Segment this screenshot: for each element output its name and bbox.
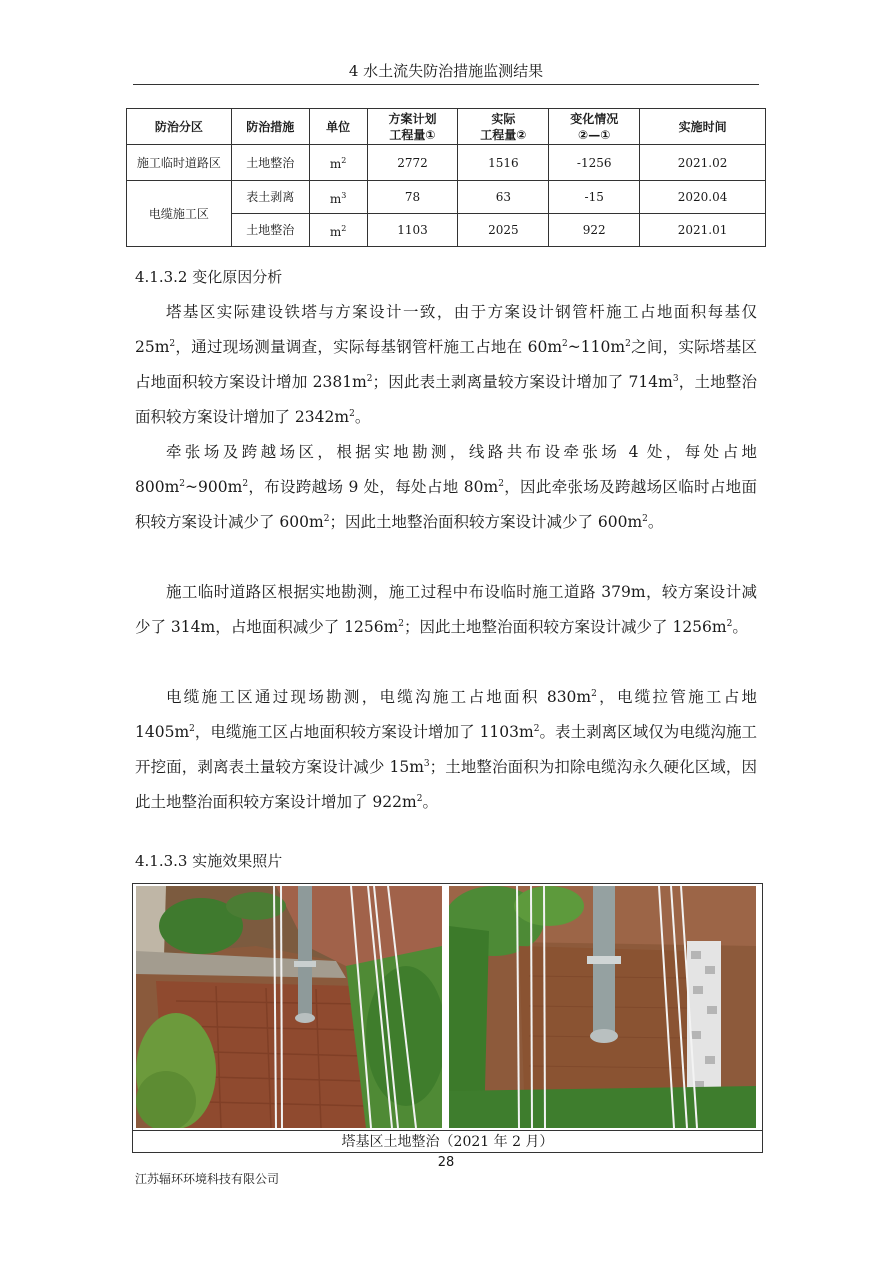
col-header-change-line1: 变化情况 xyxy=(570,111,619,126)
section-heading-photos: 4.1.3.3 实施效果照片 xyxy=(135,852,283,870)
table-header-row xyxy=(127,109,766,145)
cell-actual: 1516 xyxy=(458,145,549,181)
photo-right-tower-base xyxy=(449,886,756,1128)
cell-actual: 63 xyxy=(458,181,549,214)
cell-actual: 2025 xyxy=(458,214,549,247)
col-header-change-line2: ②—① xyxy=(578,127,611,142)
table-row xyxy=(127,181,766,214)
photo-left-tower-site xyxy=(136,886,442,1128)
col-header-area: 防治分区 xyxy=(127,109,232,145)
paragraph-temporary-road: 施工临时道路区根据实地勘测，施工过程中布设临时施工道路 379m，较方案设计减少了 314m，占地面积减少了 $1256m^2$；因此土地整治面积较方案设计减少了 $1256m^2$。 xyxy=(135,583,757,636)
page-number: 28 xyxy=(437,1155,455,1170)
col-header-measure: 防治措施 xyxy=(231,109,309,145)
header-divider xyxy=(133,84,759,85)
table-row xyxy=(127,145,766,181)
cell-planned: 1103 xyxy=(367,214,458,247)
col-header-planned-line1: 方案计划 xyxy=(388,111,437,126)
col-header-actual-line2: 工程量② xyxy=(480,127,527,142)
cell-unit: $m^2$ xyxy=(309,214,367,247)
cell-change: -15 xyxy=(549,181,640,214)
col-header-planned-line2: 工程量① xyxy=(389,127,436,142)
col-header-planned xyxy=(367,109,458,145)
section-heading-change-analysis: 4.1.3.2 变化原因分析 xyxy=(135,268,283,286)
cell-area: 施工临时道路区 xyxy=(127,145,232,181)
cell-measure: 土地整治 xyxy=(231,145,309,181)
col-header-time: 实施时间 xyxy=(640,109,766,145)
page-header-title: 4 水土流失防治措施监测结果 xyxy=(348,62,544,80)
cell-planned: 2772 xyxy=(367,145,458,181)
cell-time: 2021.01 xyxy=(640,214,766,247)
photo-caption: 塔基区土地整治（2021 年 2 月） xyxy=(133,1130,762,1153)
cell-time: 2021.02 xyxy=(640,145,766,181)
paragraph-cable-area: 电缆施工区通过现场勘测，电缆沟施工占地面积 $830m^2$，电缆拉管施工占地 $1405m^2$，电缆施工区占地面积较方案设计增加了 $1103m^2$。表土剥离区域仅为电缆沟施工开挖面，剥离表土量较方案设计减少 $15m^3$；土地整治面积为扣除电缆沟永久硬化区域，因此土地整治面积较方案设计增加了 $922m^2$。 xyxy=(135,688,757,811)
company-name: 江苏辐环环境科技有限公司 xyxy=(135,1172,280,1186)
cell-change: -1256 xyxy=(549,145,640,181)
cell-measure: 表土剥离 xyxy=(231,181,309,214)
cell-time: 2020.04 xyxy=(640,181,766,214)
cell-unit: $m^3$ xyxy=(309,181,367,214)
cell-unit: $m^2$ xyxy=(309,145,367,181)
col-header-change xyxy=(549,109,640,145)
col-header-actual-line1: 实际 xyxy=(491,111,516,126)
paragraph-tension-field: 牵张场及跨越场区，根据实地勘测，线路共布设牵张场 4 处，每处占地 $800m^2\sim 900m^2$，布设跨越场 9 处，每处占地 $80m^2$，因此牵张场及跨越场区临时占地面积较方案设计减少了 $600m^2$；因此土地整治面积较方案设计减少了 $600m^2$。 xyxy=(135,443,757,531)
cell-measure: 土地整治 xyxy=(231,214,309,247)
cell-planned: 78 xyxy=(367,181,458,214)
cell-change: 922 xyxy=(549,214,640,247)
photo-figure xyxy=(132,883,763,1153)
col-header-unit: 单位 xyxy=(309,109,367,145)
col-header-actual xyxy=(458,109,549,145)
paragraph-tower-area: 塔基区实际建设铁塔与方案设计一致，由于方案设计钢管杆施工占地面积每基仅 $25m^2$，通过现场测量调查，实际每基钢管杆施工占地在 $60m^2\sim 110m^2$之间，实际塔基区占地面积较方案设计增加 $2381m^2$；因此表土剥离量较方案设计增加了 $714m^3$，土地整治面积较方案设计增加了 $2342m^2$。 xyxy=(135,303,757,426)
measures-table xyxy=(126,108,766,247)
cell-area: 电缆施工区 xyxy=(127,181,232,247)
